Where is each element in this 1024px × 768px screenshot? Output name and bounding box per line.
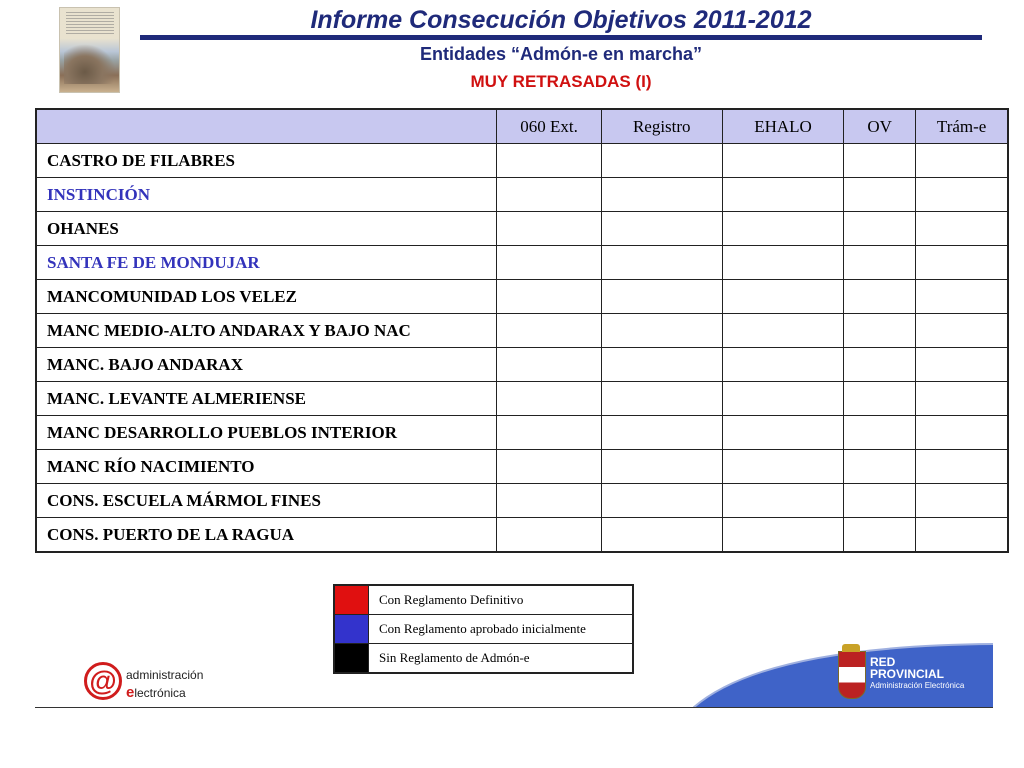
status-cell bbox=[497, 518, 601, 553]
legend-swatch bbox=[335, 615, 369, 643]
red-provincial-line2: PROVINCIAL bbox=[870, 667, 945, 681]
logo-text-line2 bbox=[126, 684, 186, 701]
entity-name-cell: CONS. ESCUELA MÁRMOL FINES bbox=[36, 484, 497, 518]
status-cell bbox=[497, 314, 601, 348]
column-header-registro: Registro bbox=[601, 109, 722, 144]
legend-swatch bbox=[335, 644, 369, 672]
entity-name-cell: CONS. PUERTO DE LA RAGUA bbox=[36, 518, 497, 553]
table-row bbox=[36, 212, 1008, 246]
status-cell bbox=[601, 144, 722, 178]
table-row bbox=[36, 450, 1008, 484]
status-cell bbox=[916, 212, 1008, 246]
red-provincial-subtitle: Administración Electrónica bbox=[870, 681, 965, 690]
legend-label: Con Reglamento aprobado inicialmente bbox=[379, 621, 586, 636]
page-title-text: Informe Consecución Objetivos 2011-2012 bbox=[300, 6, 821, 34]
logo-text-line1: administración bbox=[126, 668, 204, 682]
status-cell bbox=[916, 416, 1008, 450]
status-cell bbox=[844, 314, 916, 348]
status-cell bbox=[722, 382, 843, 416]
entity-name-cell: MANCOMUNIDAD LOS VELEZ bbox=[36, 280, 497, 314]
legend bbox=[333, 584, 634, 674]
status-cell bbox=[844, 382, 916, 416]
status-cell bbox=[601, 246, 722, 280]
status-cell bbox=[497, 144, 601, 178]
entity-name-cell: MANC RÍO NACIMIENTO bbox=[36, 450, 497, 484]
footer-rule bbox=[35, 707, 993, 708]
legend-label: Con Reglamento Definitivo bbox=[379, 592, 524, 607]
table-row bbox=[36, 280, 1008, 314]
table-row bbox=[36, 178, 1008, 212]
status-cell bbox=[601, 348, 722, 382]
status-cell bbox=[916, 382, 1008, 416]
column-header-060: 060 Ext. bbox=[497, 109, 601, 144]
status-cell bbox=[722, 178, 843, 212]
entity-name-cell: OHANES bbox=[36, 212, 497, 246]
page-title bbox=[140, 6, 982, 35]
status-cell bbox=[916, 144, 1008, 178]
status-cell bbox=[916, 280, 1008, 314]
status-cell bbox=[844, 416, 916, 450]
entity-name-cell: INSTINCIÓN bbox=[36, 178, 497, 212]
table-row bbox=[36, 518, 1008, 553]
status-cell bbox=[601, 416, 722, 450]
logo-text-line2-rest: lectrónica bbox=[134, 686, 186, 700]
legend-row bbox=[335, 615, 632, 644]
red-provincial-logo-text bbox=[870, 656, 964, 692]
legend-row bbox=[335, 644, 632, 672]
cover-landscape-image bbox=[64, 44, 116, 84]
status-cell bbox=[601, 178, 722, 212]
page-subtitle: Entidades “Admón-e en marcha” bbox=[419, 44, 703, 64]
report-cover-thumbnail bbox=[59, 7, 120, 93]
status-cell bbox=[601, 314, 722, 348]
entity-name-cell: MANC. LEVANTE ALMERIENSE bbox=[36, 382, 497, 416]
status-cell bbox=[497, 484, 601, 518]
legend-label: Sin Reglamento de Admón-e bbox=[379, 650, 530, 665]
at-sign-icon: @ bbox=[84, 662, 122, 700]
table-row bbox=[36, 314, 1008, 348]
table-row bbox=[36, 416, 1008, 450]
title-underline bbox=[140, 35, 982, 40]
status-cell bbox=[722, 450, 843, 484]
status-cell bbox=[601, 280, 722, 314]
table-header-row bbox=[36, 109, 1008, 144]
status-cell bbox=[916, 484, 1008, 518]
cover-text-block bbox=[66, 12, 114, 34]
red-provincial-line1: RED bbox=[870, 655, 896, 669]
column-header-ov: OV bbox=[844, 109, 916, 144]
status-cell bbox=[722, 212, 843, 246]
status-cell bbox=[916, 348, 1008, 382]
status-heading: MUY RETRASADAS (I) bbox=[470, 72, 652, 91]
status-cell bbox=[601, 382, 722, 416]
entities-table bbox=[35, 108, 1009, 553]
entity-name-cell: MANC MEDIO-ALTO ANDARAX Y BAJO NAC bbox=[36, 314, 497, 348]
column-header-trame: Trám-e bbox=[916, 109, 1008, 144]
status-cell bbox=[916, 246, 1008, 280]
status-cell bbox=[844, 348, 916, 382]
status-cell bbox=[916, 314, 1008, 348]
status-cell bbox=[722, 144, 843, 178]
status-cell bbox=[497, 246, 601, 280]
status-cell bbox=[601, 484, 722, 518]
entity-name-cell: MANC. BAJO ANDARAX bbox=[36, 348, 497, 382]
status-cell bbox=[844, 484, 916, 518]
status-cell bbox=[844, 450, 916, 484]
entity-name-cell: MANC DESARROLLO PUEBLOS INTERIOR bbox=[36, 416, 497, 450]
status-cell bbox=[916, 178, 1008, 212]
status-cell bbox=[497, 382, 601, 416]
status-cell bbox=[722, 314, 843, 348]
administracion-electronica-logo bbox=[84, 662, 224, 704]
status-cell bbox=[497, 348, 601, 382]
status-cell bbox=[722, 246, 843, 280]
entity-name-cell: SANTA FE DE MONDUJAR bbox=[36, 246, 497, 280]
status-cell bbox=[722, 280, 843, 314]
legend-swatch bbox=[335, 586, 369, 614]
coat-of-arms-icon bbox=[838, 651, 866, 699]
status-cell bbox=[844, 144, 916, 178]
status-cell bbox=[722, 484, 843, 518]
table-row bbox=[36, 484, 1008, 518]
column-header-entity bbox=[36, 109, 497, 144]
status-cell bbox=[497, 280, 601, 314]
status-cell bbox=[497, 416, 601, 450]
status-cell bbox=[916, 450, 1008, 484]
status-cell bbox=[601, 518, 722, 553]
status-cell bbox=[601, 450, 722, 484]
status-cell bbox=[844, 212, 916, 246]
status-cell bbox=[722, 416, 843, 450]
status-cell bbox=[844, 246, 916, 280]
status-cell bbox=[497, 212, 601, 246]
status-cell bbox=[844, 280, 916, 314]
entity-name-cell: CASTRO DE FILABRES bbox=[36, 144, 497, 178]
status-cell bbox=[722, 348, 843, 382]
status-cell bbox=[497, 178, 601, 212]
table-row bbox=[36, 382, 1008, 416]
status-cell bbox=[601, 212, 722, 246]
status-cell bbox=[497, 450, 601, 484]
table-row bbox=[36, 348, 1008, 382]
table-row bbox=[36, 246, 1008, 280]
status-cell bbox=[844, 178, 916, 212]
table-row bbox=[36, 144, 1008, 178]
status-cell bbox=[916, 518, 1008, 553]
logo-e-letter: e bbox=[126, 684, 135, 701]
legend-row bbox=[335, 586, 632, 615]
column-header-ehalo: EHALO bbox=[722, 109, 843, 144]
status-cell bbox=[844, 518, 916, 553]
status-cell bbox=[722, 518, 843, 553]
